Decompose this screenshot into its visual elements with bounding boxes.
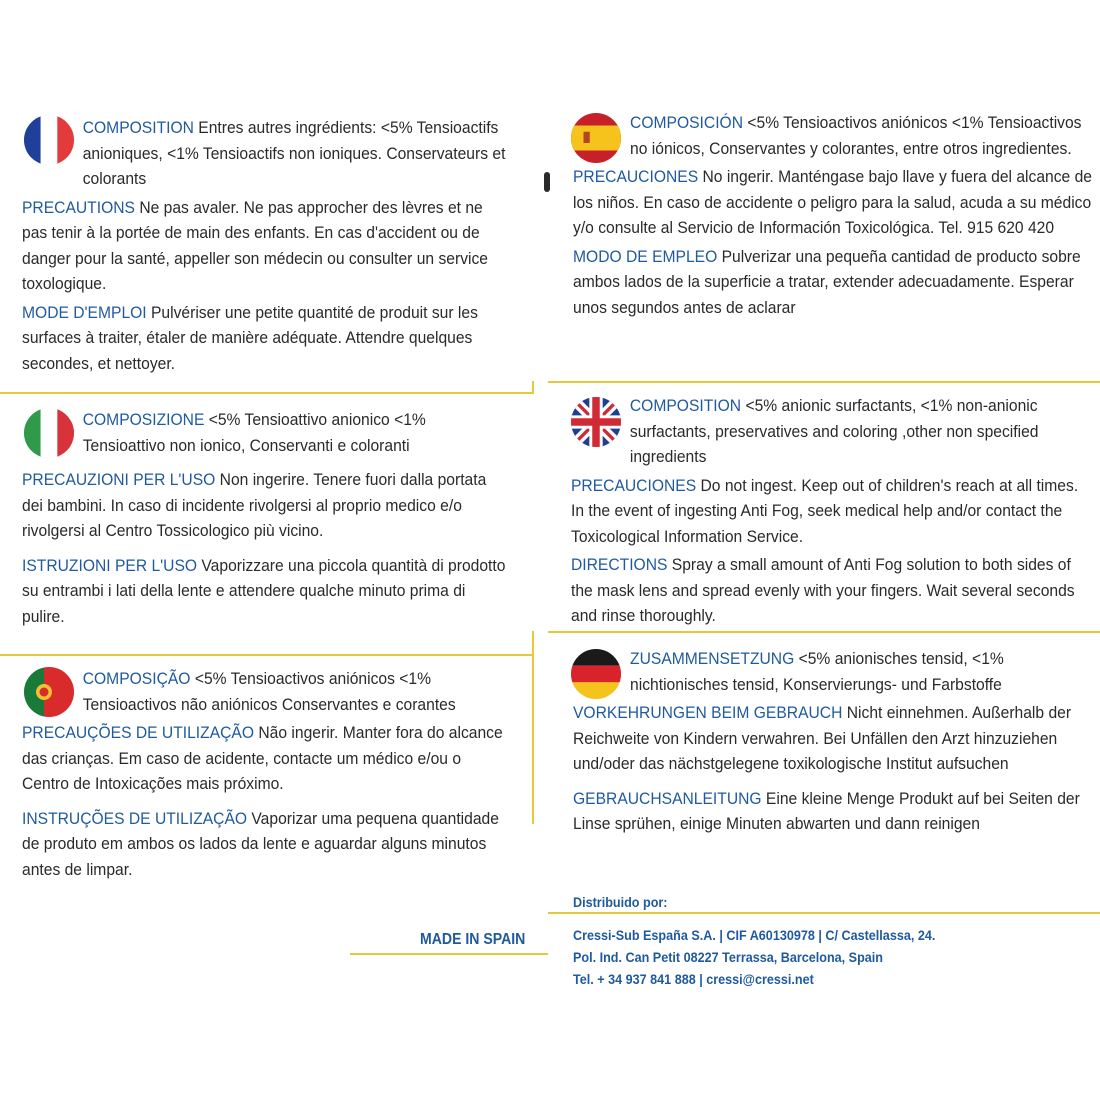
composition-label: COMPOSIZIONE — [82, 410, 205, 429]
usage-text: Pulvériser une petite quantité de produit sur les surfaces à traiter, étaler de manière adéquate. Attendre quelques secondes, et nettoyer. — [22, 302, 478, 373]
usage-label: MODO DE EMPLEO — [573, 246, 718, 266]
distributed-by-label: Distribuido por: — [573, 894, 668, 910]
usage-label: INSTRUÇÕES DE UTILIZAÇÃO — [22, 808, 248, 828]
composition-text: <5% Tensioactivos aniónicos <1% Tensioactivos no iónicos, Conservantes y colorantes, entre otros ingredientes. — [630, 113, 1082, 158]
composition-text: <5% Tensioactivos aniónicos <1% Tensioactivos não aniónicos Conservantes e corantes — [82, 669, 456, 714]
composition-text: <5% anionisches tensid, <1% nichtionisches tensid, Konservierungs- und Farbstoffe — [630, 649, 1004, 694]
section-german — [573, 646, 1096, 840]
precautions-label: VORKEHRUNGEN BEIM GEBRAUCH — [573, 703, 843, 722]
precautions-label: PRECAUCIONES — [573, 167, 699, 186]
precautions-pt — [22, 720, 508, 797]
usage-it — [22, 553, 508, 630]
section-spanish — [573, 110, 1096, 323]
usage-label: ISTRUZIONI PER L'USO — [22, 555, 198, 575]
composition-label: COMPOSITION — [629, 396, 742, 415]
divider-es-en — [548, 381, 1100, 383]
ink-dot — [544, 172, 550, 192]
made-in-spain: MADE IN SPAIN — [420, 931, 526, 948]
usage-label: MODE D'EMPLOI — [22, 302, 147, 322]
composition-text: <5% Tensioattivo anionico <1% Tensioattivo non ionico, Conservanti e coloranti — [82, 410, 426, 455]
section-french — [22, 115, 508, 379]
usage-text: Eine kleine Menge Produkt auf bei Seiten der Linse sprühen, einige Minuten abwarten und dann reinigen — [573, 788, 1080, 833]
contact-line: Tel. + 34 937 841 888 | cressi@cressi.net — [573, 971, 814, 987]
section-italian — [22, 407, 508, 632]
composition-pt — [22, 666, 508, 717]
precautions-de — [573, 700, 1096, 777]
composition-label: COMPOSICIÓN — [630, 113, 744, 132]
address-line: Pol. Ind. Can Petit 08227 Terrassa, Barcelona, Spain — [573, 949, 883, 965]
precautions-fr — [22, 195, 508, 297]
precautions-text: Não ingerir. Manter fora do alcance das crianças. Em caso de acidente, contacte um médico e/ou o Centro de Intoxicações mais próximo. — [22, 723, 503, 793]
usage-text: Spray a small amount of Anti Fog solution to both sides of the mask lens and spread evenly with your fingers. Wait several seconds and rinse thoroughly. — [571, 555, 1075, 625]
divider-vertical-1 — [532, 381, 534, 394]
distributor-block — [573, 891, 1005, 990]
usage-fr — [22, 300, 508, 377]
composition-text: Entres autres ingrédients: <5% Tensioactifs anioniques, <1% Tensioactifs non ioniques. Conservateurs et colorants — [82, 118, 506, 188]
usage-de — [573, 786, 1096, 837]
composition-text: <5% anionic surfactants, <1% non-anionic surfactants, preservatives and coloring ,other non specified ingredients — [629, 396, 1039, 466]
precautions-text: Ne pas avaler. Ne pas approcher des lèvres et ne pas tenir à la portée de main des enfants. En cas d'accident ou de danger pour la santé, appeller son médecin ou consulter un service toxologique. — [22, 197, 489, 293]
precautions-text: No ingerir. Manténgase bajo llave y fuera del alcance de los niños. En caso de accidente o peligro para la salud, acuda a su médico y/o consulte al Servicio de Información Toxicológica. Tel. 915 620 420 — [573, 167, 1093, 237]
usage-text: Vaporizzare una piccola quantità di prodotto su entrambi i lati della lente e attendere qualche minuto prima di pulire. — [22, 555, 506, 626]
composition-es — [573, 110, 1096, 161]
precautions-label: PRECAUTIONS — [22, 197, 135, 217]
divider-made-in — [350, 953, 548, 955]
precautions-label: PRECAUÇÕES DE UTILIZAÇÃO — [22, 723, 255, 742]
usage-en — [571, 552, 1094, 629]
section-english — [571, 393, 1094, 632]
precautions-label: PRECAUZIONI PER L'USO — [22, 470, 216, 489]
precautions-text: Nicht einnehmen. Außerhalb der Reichweite von Kindern verwahren. Bei Unfällen den Arzt hinzuziehen und/oder das nächstgelegene toxikologische Institut aufsuchen — [573, 703, 1072, 773]
usage-text: Vaporizar uma pequena quantidade de produto em ambos os lados da lente e aguardar alguns minutos antes de limpar. — [22, 808, 499, 879]
precautions-label: PRECAUCIONES — [571, 475, 697, 495]
usage-label: DIRECTIONS — [571, 555, 668, 574]
usage-es — [573, 244, 1096, 321]
precautions-en — [571, 473, 1094, 550]
composition-en — [571, 393, 1094, 470]
section-portuguese — [22, 666, 508, 885]
usage-text: Pulverizar una pequeña cantidad de producto sobre ambos lados de la superficie a tratar, extender adecuadamente. Esperar unos segundos antes de aclarar — [573, 246, 1081, 317]
divider-it-pt — [0, 654, 532, 656]
composition-fr — [22, 115, 508, 192]
divider-vertical-2 — [532, 631, 534, 824]
precautions-it — [22, 467, 508, 544]
composition-it — [22, 407, 508, 458]
usage-pt — [22, 806, 508, 883]
composition-label: ZUSAMMENSETZUNG — [630, 649, 795, 668]
divider-fr-it — [0, 392, 532, 394]
precautions-es — [573, 164, 1096, 241]
precautions-text: Do not ingest. Keep out of children's reach at all times. In the event of ingesting Anti Fog, seek medical help and/or contact the Toxicological Information Service. — [571, 475, 1079, 546]
composition-de — [573, 646, 1096, 697]
usage-label: GEBRAUCHSANLEITUNG — [573, 788, 762, 808]
composition-label: COMPOSIÇÃO — [82, 669, 191, 688]
composition-label: COMPOSITION — [82, 118, 194, 137]
precautions-text: Non ingerire. Tenere fuori dalla portata dei bambini. In caso di incidente rivolgersi al proprio medico e/o rivolgersi al Centro Tossicologico più vicino. — [22, 470, 487, 540]
company-line: Cressi-Sub España S.A. | CIF A60130978 | C/ Castellassa, 24. — [573, 927, 936, 943]
